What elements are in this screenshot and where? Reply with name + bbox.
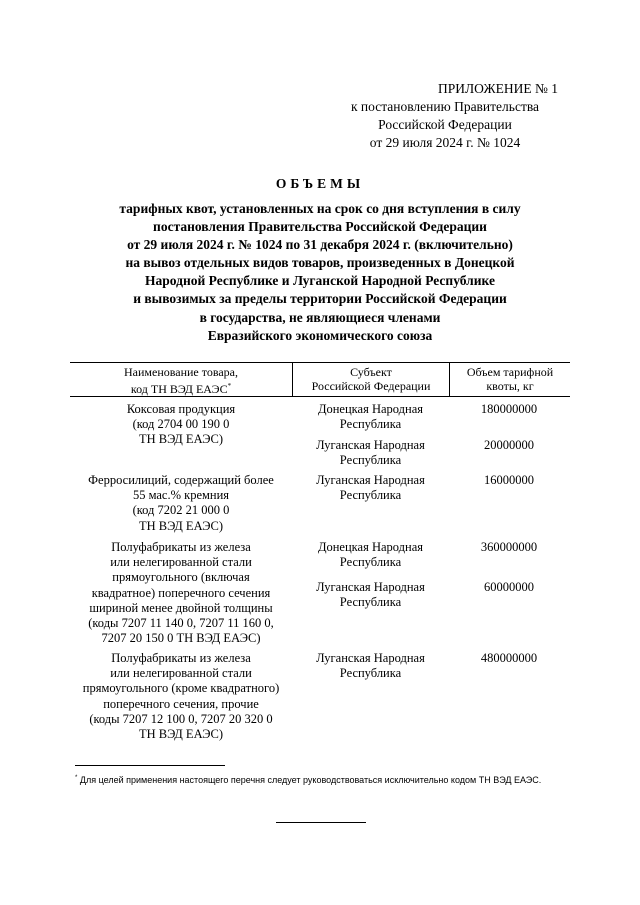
document-subheading: [60, 200, 580, 345]
product-name-cell: Полуфабрикаты из железа или нелегированной стали прямоугольного (кроме квадратного) поперечного сечения, прочие (коды 7207 12 100 0, 7207 20 320 0 ТН ВЭД ЕАЭС): [82, 651, 280, 742]
volume-cell: 480000000: [480, 651, 538, 665]
volume-cell: 16000000: [484, 473, 534, 487]
volume-cell: 60000000: [484, 580, 534, 594]
subheading-line: на вывоз отдельных видов товаров, произведенных в Донецкой: [125, 255, 515, 271]
footnote-marker: *: [75, 775, 78, 781]
product-name-cell: Полуфабрикаты из железа или нелегированной стали прямоугольного (включая квадратное) поперечного сечения шириной менее двойной толщины (коды 7207 11 140 0, 7207 11 160 0, 7207 20 150 0 ТН ВЭД ЕАЭС): [88, 540, 274, 646]
subheading-line: от 29 июля 2024 г. № 1024 по 31 декабря 2024 г. (включительно): [127, 237, 513, 253]
appendix-line: Российской Федерации: [378, 117, 512, 132]
footnote-ref: *: [227, 382, 232, 390]
table-header: [70, 362, 570, 397]
quota-table: [70, 362, 570, 742]
appendix-block: [330, 80, 560, 152]
product-name-cell: Коксовая продукция (код 2704 00 190 0 ТН ВЭД ЕАЭС): [126, 402, 236, 447]
column-header-volume: Объем тарифной квоты, кг: [449, 363, 570, 396]
appendix-line: к постановлению Правительства: [350, 99, 540, 114]
subheading-line: Народной Республике и Луганской Народной Республике: [145, 273, 495, 289]
column-header-name: Наименование товара, код ТН ВЭД ЕАЭС*: [123, 365, 238, 396]
appendix-title: ПРИЛОЖЕНИЕ № 1: [437, 81, 558, 96]
volume-cell: 360000000: [480, 540, 538, 554]
footnote-divider: [75, 765, 225, 766]
subject-cell: Луганская Народная Республика: [316, 438, 425, 468]
volume-cell: 20000000: [484, 438, 534, 452]
document-heading: ОБЪЕМЫ: [275, 176, 365, 191]
footnote-text: Для целей применения настоящего перечня следует руководствоваться исключительно кодом ТН ВЭД ЕАЭС.: [79, 775, 542, 785]
appendix-date-line: от 29 июля 2024 г. № 1024: [369, 135, 521, 150]
subject-cell: Луганская Народная Республика: [316, 580, 425, 610]
column-header-subject: Субъект Российской Федерации: [292, 363, 449, 396]
subheading-line: постановления Правительства Российской Федерации: [153, 219, 487, 235]
subheading-line: Евразийского экономического союза: [207, 327, 433, 343]
footnote: [75, 772, 565, 787]
subject-cell: Луганская Народная Республика: [316, 651, 425, 681]
subheading-line: тарифных квот, установленных на срок со дня вступления в силу: [119, 201, 521, 216]
subheading-line: и вывозимых за пределы территории Российской Федерации: [133, 291, 507, 307]
subheading-line: в государства, не являющиеся членами: [199, 309, 441, 325]
volume-cell: 180000000: [480, 402, 538, 416]
subject-cell: Донецкая Народная Республика: [317, 402, 424, 432]
end-of-document-rule: [276, 822, 366, 823]
subject-cell: Луганская Народная Республика: [316, 473, 425, 503]
product-name-cell: Ферросилиций, содержащий более 55 мас.% кремния (код 7202 21 000 0 ТН ВЭД ЕАЭС): [88, 473, 274, 533]
subject-cell: Донецкая Народная Республика: [317, 540, 424, 570]
